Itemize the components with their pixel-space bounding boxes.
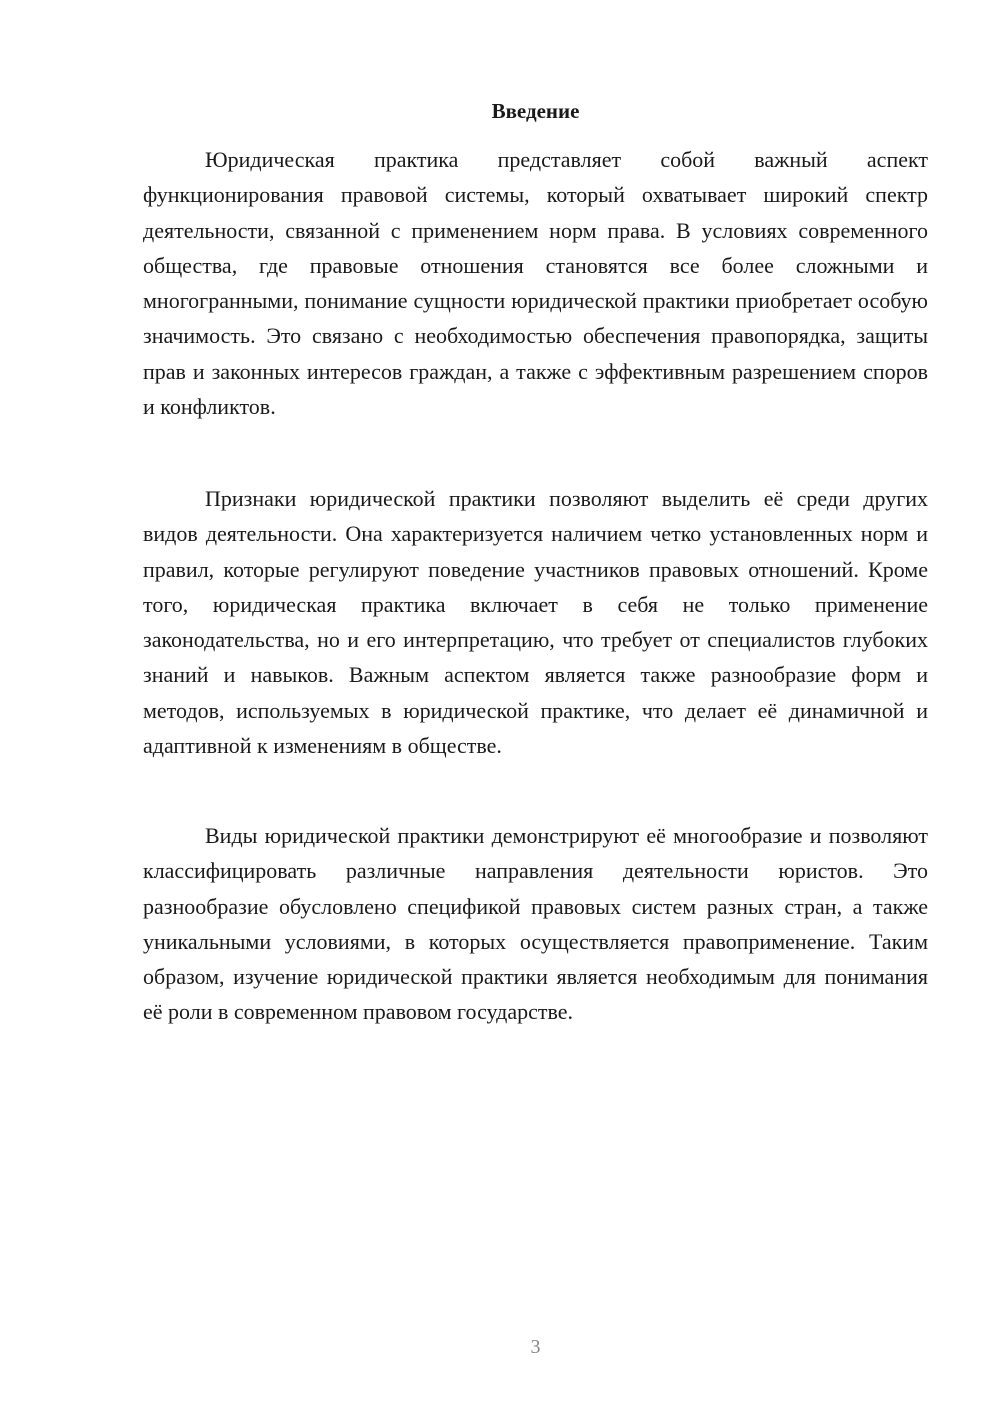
document-page [143, 0, 928, 1414]
paragraph-3: Виды юридической практики демонстрируют её многообразие и позволяют классифицировать различные направления деятельности юристов. Это разнообразие обусловлено спецификой правовых систем разных стран, а также уникальными условиями, в которых осуществляется правоприменение. Таким образом, изучение юридической практики является необходимым для понимания её роли в современном правовом государстве. [143, 823, 928, 1025]
page-number: 3 [530, 1336, 541, 1358]
section-heading: Введение [491, 99, 580, 123]
paragraph-2: Признаки юридической практики позволяют выделить её среди других видов деятельности. Она характеризуется наличием четко установленных норм и правил, которые регулируют поведение участников правовых отношений. Кроме того, юридическая практика включает в себя не только применение законодательства, но и его интерпретацию, что требует от специалистов глубоких знаний и навыков. Важным аспектом является также разнообразие форм и методов, используемых в юридической практике, что делает её динамичной и адаптивной к изменениям в обществе. [143, 486, 928, 759]
paragraph-1: Юридическая практика представляет собой важный аспект функционирования правовой системы, который охватывает широкий спектр деятельности, связанной с применением норм права. В условиях современного общества, где правовые отношения становятся все более сложными и многогранными, понимание сущности юридической практики приобретает особую значимость. Это связано с необходимостью обеспечения правопорядка, защиты прав и законных интересов граждан, а также с эффективным разрешением споров и конфликтов. [143, 147, 928, 420]
